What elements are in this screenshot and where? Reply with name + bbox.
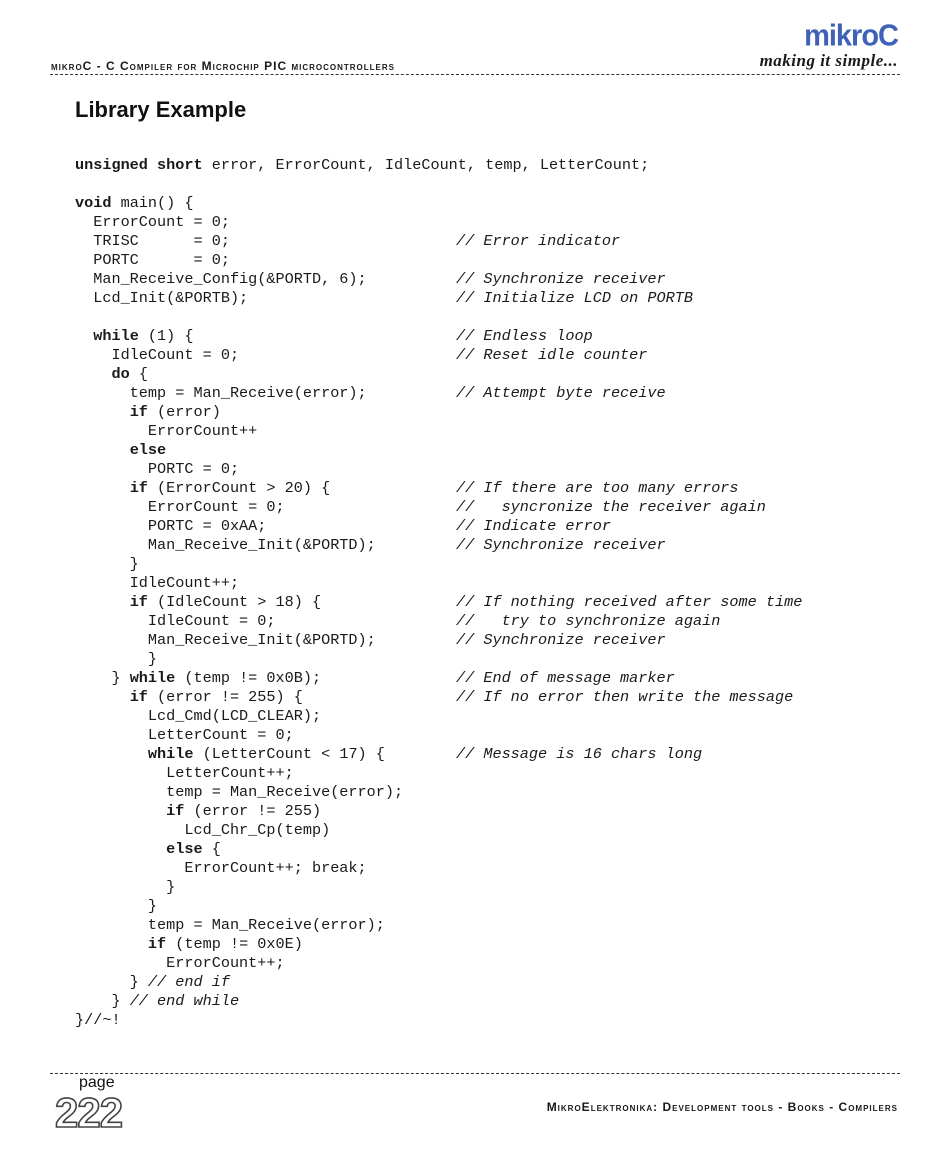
code-line — [75, 289, 693, 308]
code-keyword: else — [166, 840, 203, 858]
code-comment: // Synchronize receiver — [456, 631, 666, 649]
code-line — [75, 745, 703, 764]
code-line — [75, 935, 649, 954]
code-text: { — [202, 840, 221, 858]
code-line — [75, 859, 649, 878]
page-number: 222 — [55, 1089, 123, 1136]
code-text: Lcd_Cmd(LCD_CLEAR); — [75, 707, 322, 725]
code-comment: // Attempt byte receive — [456, 384, 666, 402]
code-line — [75, 688, 794, 707]
code-text: Man_Receive_Config(&PORTD, 6); — [75, 270, 367, 288]
code-line — [75, 726, 649, 745]
code-text: IdleCount = 0; — [75, 346, 240, 364]
code-comment: // Synchronize receiver — [456, 536, 666, 554]
code-text: PORTC = 0xAA; — [75, 517, 267, 535]
code-text: } — [75, 669, 130, 687]
code-text — [75, 935, 148, 953]
code-line — [75, 878, 649, 897]
code-keyword: while — [93, 327, 139, 345]
code-line — [75, 270, 666, 289]
code-comment: // Message is 16 chars long — [456, 745, 703, 763]
code-keyword: else — [129, 441, 167, 459]
code-keyword: if — [129, 688, 148, 706]
code-comment: // try to synchronize again — [456, 612, 721, 630]
code-text: // end while — [129, 992, 240, 1010]
code-line — [75, 308, 649, 327]
code-line — [75, 555, 649, 574]
code-line — [75, 517, 649, 536]
code-keyword: if — [166, 802, 185, 820]
code-comment: // If nothing received after some time — [456, 593, 803, 611]
code-comment: // End of message marker — [456, 669, 675, 687]
code-text: Lcd_Init(&PORTB); — [75, 289, 249, 307]
code-line — [75, 840, 649, 859]
code-keyword: if — [129, 593, 148, 611]
code-text: (error != 255) { — [147, 688, 303, 706]
code-keyword: if — [129, 479, 148, 497]
page-title: Library Example — [75, 97, 247, 122]
code-text — [75, 365, 111, 383]
code-keyword: unsigned short — [75, 156, 203, 174]
code-text — [75, 479, 130, 497]
publisher-footer: MikroElektronika: Development tools - Books - Compilers — [546, 1100, 898, 1114]
code-text: error, ErrorCount, IdleCount, temp, LetterCount; — [202, 156, 650, 174]
running-head: mikroC - C Compiler for Microchip PIC microcontrollers — [51, 59, 395, 73]
code-text: ErrorCount++; — [75, 954, 285, 972]
code-text — [75, 441, 130, 459]
code-line — [75, 479, 739, 498]
code-text — [75, 403, 130, 421]
code-text: } — [75, 650, 158, 668]
code-text: (1) { — [138, 327, 194, 345]
code-text: { — [129, 365, 148, 383]
code-text — [75, 327, 93, 345]
code-keyword: void — [75, 194, 112, 212]
code-line — [75, 1011, 649, 1030]
code-line — [75, 764, 649, 783]
code-text: temp = Man_Receive(error); — [75, 783, 404, 801]
code-line — [75, 422, 649, 441]
code-line — [75, 365, 649, 384]
code-text: } — [75, 555, 139, 573]
code-line — [75, 251, 649, 270]
code-comment: // If there are too many errors — [456, 479, 739, 497]
code-keyword: while — [147, 745, 194, 763]
code-line — [75, 669, 675, 688]
code-text: Man_Receive_Init(&PORTD); — [75, 631, 376, 649]
code-line — [75, 593, 803, 612]
tagline: making it simple... — [759, 51, 898, 70]
code-line — [75, 384, 666, 403]
code-text — [75, 688, 130, 706]
code-line — [75, 973, 649, 992]
code-line — [75, 954, 649, 973]
code-text: // end if — [147, 973, 230, 991]
code-text: temp = Man_Receive(error); — [75, 916, 385, 934]
code-text — [75, 593, 130, 611]
code-line — [75, 498, 766, 517]
code-line — [75, 403, 649, 422]
code-text: } — [75, 973, 148, 991]
code-comment: // Indicate error — [456, 517, 611, 535]
code-line — [75, 821, 649, 840]
code-line — [75, 156, 649, 175]
code-text: TRISC = 0; — [75, 232, 230, 250]
code-keyword: if — [147, 935, 167, 953]
code-line — [75, 650, 649, 669]
code-text: }//~! — [75, 1011, 121, 1029]
code-line — [75, 574, 649, 593]
code-text: IdleCount = 0; — [75, 612, 276, 630]
code-text: ErrorCount = 0; — [75, 498, 285, 516]
code-text: } — [75, 878, 176, 896]
code-text: PORTC = 0; — [75, 460, 240, 478]
code-text: IdleCount++; — [75, 574, 240, 592]
code-line — [75, 232, 649, 251]
code-line — [75, 897, 649, 916]
code-text: ErrorCount++ — [75, 422, 258, 440]
header-divider — [50, 74, 900, 75]
code-text: (temp != 0x0B); — [175, 669, 322, 687]
code-line — [75, 916, 649, 935]
code-line — [75, 783, 649, 802]
code-text: (ErrorCount > 20) { — [147, 479, 331, 497]
code-text — [75, 840, 166, 858]
mikroc-logo: mikroC — [804, 19, 898, 53]
code-keyword: do — [111, 365, 130, 383]
code-text: } — [75, 897, 158, 915]
code-text: PORTC = 0; — [75, 251, 230, 269]
code-text: Lcd_Chr_Cp(temp) — [75, 821, 331, 839]
code-line — [75, 441, 649, 460]
code-text: temp = Man_Receive(error); — [75, 384, 367, 402]
code-comment: // Reset idle counter — [456, 346, 648, 364]
code-text: LetterCount = 0; — [75, 726, 294, 744]
code-text: (LetterCount < 17) { — [193, 745, 385, 763]
code-text: (temp != 0x0E) — [166, 935, 303, 953]
code-line — [75, 707, 649, 726]
code-line — [75, 536, 666, 555]
code-text: Man_Receive_Init(&PORTD); — [75, 536, 376, 554]
code-line — [75, 327, 649, 346]
code-text: (error != 255) — [184, 802, 322, 820]
code-text: (error) — [147, 403, 221, 421]
code-line — [75, 194, 649, 213]
code-line — [75, 175, 649, 194]
code-keyword: while — [129, 669, 176, 687]
code-text — [75, 802, 166, 820]
code-line — [75, 631, 666, 650]
code-keyword: if — [129, 403, 148, 421]
code-line — [75, 346, 649, 365]
code-comment: // syncronize the receiver again — [456, 498, 766, 516]
code-line — [75, 802, 649, 821]
footer-divider — [50, 1073, 900, 1074]
code-text — [75, 745, 148, 763]
code-text: (IdleCount > 18) { — [147, 593, 322, 611]
code-comment: // If no error then write the message — [456, 688, 794, 706]
code-comment: // Endless loop — [456, 327, 593, 345]
code-line — [75, 992, 649, 1011]
code-text: ErrorCount++; break; — [75, 859, 367, 877]
code-text: main() { — [111, 194, 194, 212]
code-line — [75, 460, 649, 479]
code-comment: // Initialize LCD on PORTB — [456, 289, 693, 307]
code-line — [75, 213, 649, 232]
code-line — [75, 612, 721, 631]
code-listing — [75, 156, 803, 1030]
code-comment: // Error indicator — [456, 232, 621, 250]
code-text: LetterCount++; — [75, 764, 294, 782]
code-text: ErrorCount = 0; — [75, 213, 230, 231]
page-label: page — [79, 1074, 115, 1091]
code-comment: // Synchronize receiver — [456, 270, 666, 288]
code-text: } — [75, 992, 130, 1010]
